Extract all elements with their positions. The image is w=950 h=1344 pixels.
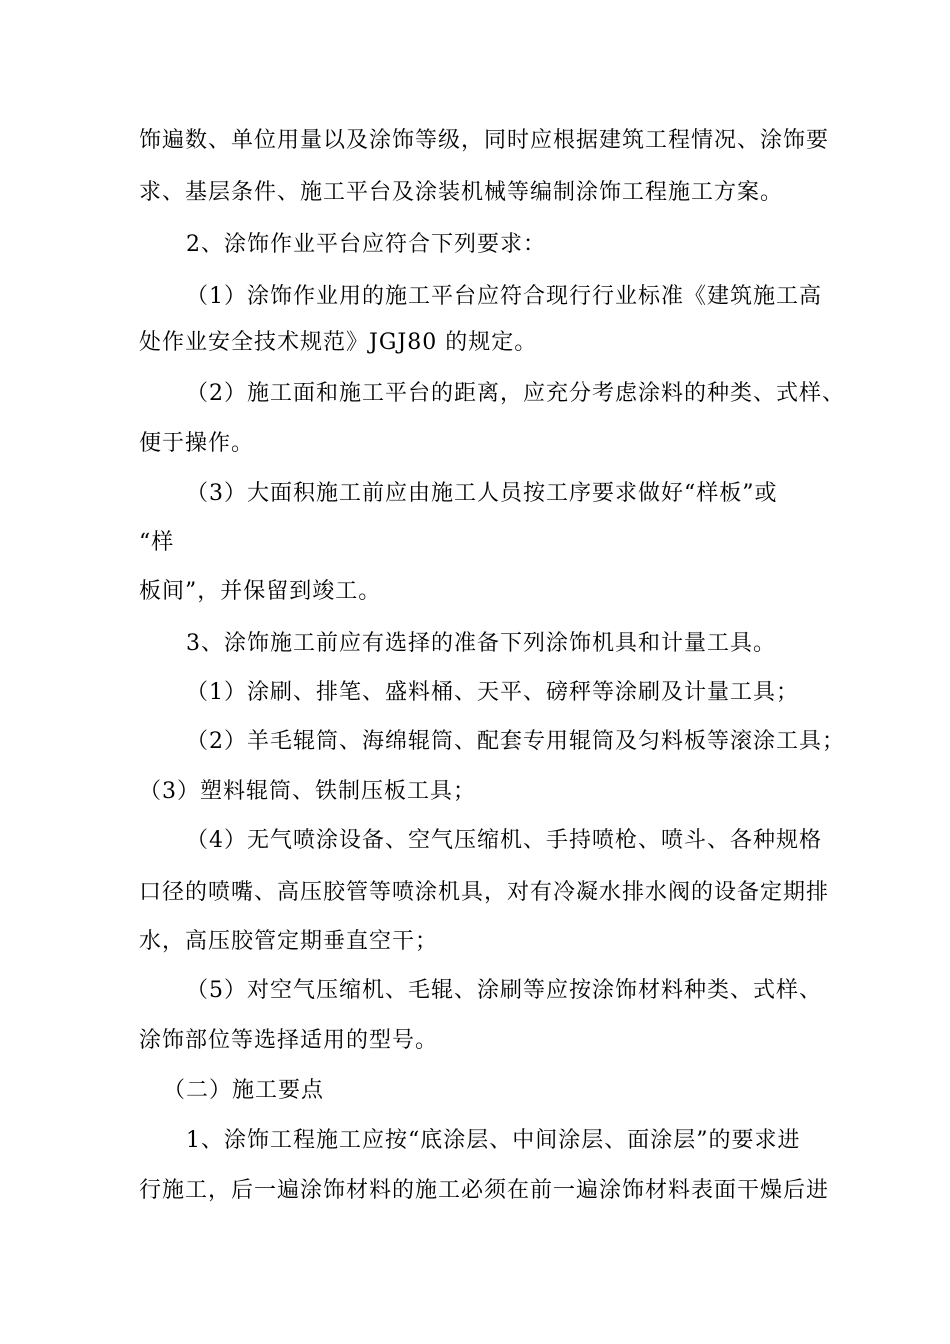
text-line: （2）羊毛辊筒、海绵辊筒、配套专用辊筒及匀料板等滚涂工具； <box>186 729 845 754</box>
text-line: “样 <box>139 530 175 555</box>
text-line: 便于操作。 <box>139 431 255 456</box>
text-line: 饰遍数、单位用量以及涂饰等级，同时应根据建筑工程情况、涂饰要 <box>139 128 830 153</box>
text-line: 水，高压胶管定期垂直空干； <box>139 929 439 954</box>
text-line: 处作业安全技术规范》JGJ80 的规定。 <box>139 330 538 355</box>
text-line: （4）无气喷涂设备、空气压缩机、手持喷枪、喷斗、各种规格 <box>186 828 822 853</box>
text-line: （2）施工面和施工平台的距离，应充分考虑涂料的种类、式样、 <box>186 381 845 406</box>
text-line: （3）塑料辊筒、铁制压板工具； <box>139 779 476 804</box>
text-line: 2、涂饰作业平台应符合下列要求： <box>186 232 546 257</box>
text-line: （3）大面积施工前应由施工人员按工序要求做好“样板”或 <box>186 481 778 506</box>
text-line: 口径的喷嘴、高压胶管等喷涂机具，对有冷凝水排水阀的设备定期排 <box>139 880 830 905</box>
text-line: 1、涂饰工程施工应按“底涂层、中间涂层、面涂层”的要求进 <box>186 1128 801 1153</box>
text-line: 行施工，后一遍涂饰材料的施工必须在前一遍涂饰材料表面干燥后进 <box>139 1178 830 1203</box>
text-line: 3、涂饰施工前应有选择的准备下列涂饰机具和计量工具。 <box>186 631 776 656</box>
text-line: 求、基层条件、施工平台及涂装机械等编制涂饰工程施工方案。 <box>139 180 784 205</box>
text-line: 板间”，并保留到竣工。 <box>139 579 382 604</box>
text-line: 涂饰部位等选择适用的型号。 <box>139 1028 439 1053</box>
text-line: （二）施工要点 <box>163 1078 325 1103</box>
text-line: （1）涂刷、排笔、盛料桶、天平、磅秤等涂刷及计量工具； <box>186 680 799 705</box>
text-line: （5）对空气压缩机、毛辊、涂刷等应按涂饰材料种类、式样、 <box>186 978 822 1003</box>
text-line: （1）涂饰作业用的施工平台应符合现行行业标准《建筑施工高 <box>186 284 822 309</box>
